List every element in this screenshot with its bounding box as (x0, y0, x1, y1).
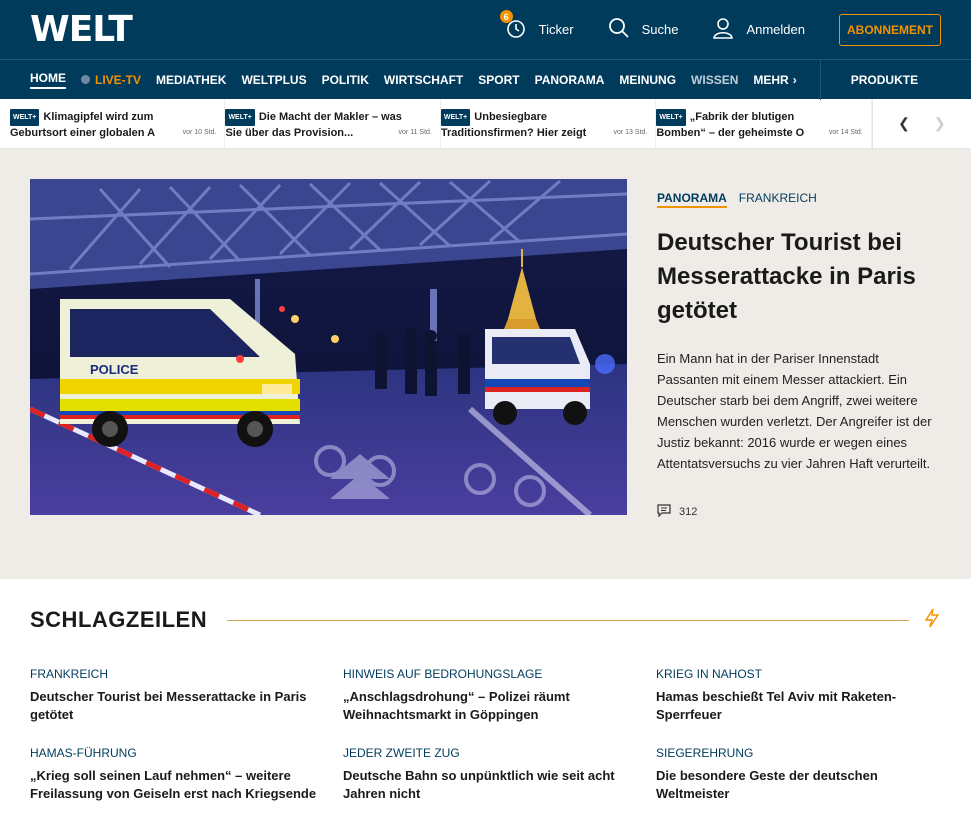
search-label: Suche (641, 22, 679, 37)
login-label: Anmelden (746, 22, 805, 37)
comments-link[interactable] (657, 504, 941, 520)
teaser-line-1 (10, 109, 216, 126)
hero-headline[interactable]: Deutscher Tourist bei Messerattacke in Paris getötet (657, 229, 916, 324)
teaser-item[interactable] (10, 99, 225, 148)
search-icon (608, 17, 642, 42)
welt-plus-badge: WELT+ (441, 109, 470, 126)
headline-card[interactable] (656, 667, 940, 724)
welt-plus-badge: WELT+ (10, 109, 39, 126)
teaser-time: vor 11 Std. (395, 125, 432, 140)
headline-title[interactable]: Hamas beschießt Tel Aviv mit Raketen-Sperrfeuer (656, 689, 897, 722)
kicker-frankreich[interactable]: FRANKREICH (738, 191, 817, 205)
hero-kicker (657, 191, 941, 208)
schlagzeilen-header (30, 607, 941, 633)
teaser-line-1 (656, 109, 862, 126)
teaser-title-2: Bomben“ – der geheimste O (656, 127, 805, 139)
headline-title[interactable]: „Krieg soll seinen Lauf nehmen“ – weitere Freilassung von Geiseln erst nach Kriegsende (30, 768, 317, 801)
nav-live-tv-label: LIVE-TV (95, 72, 142, 87)
ticker-button[interactable] (503, 11, 574, 42)
teaser-title-2: Traditionsfirmen? Hier zeigt (440, 127, 587, 139)
ticker-label: Ticker (538, 22, 574, 37)
headline-kicker[interactable]: SIEGEREHRUNG (656, 746, 754, 760)
teaser-title-1: Klimagipfel wird zum (43, 111, 154, 123)
welt-logo[interactable]: WELT (30, 9, 132, 50)
nav-wirtschaft[interactable]: WIRTSCHAFT (383, 72, 464, 87)
chevron-right-icon: › (792, 72, 797, 87)
nav-produkte[interactable]: PRODUKTE (850, 72, 919, 87)
nav-sport[interactable]: SPORT (478, 72, 520, 87)
police-van-text: POLICE (90, 362, 139, 377)
nav-politik[interactable]: POLITIK (321, 72, 369, 87)
teaser-item[interactable] (656, 99, 871, 148)
headline-kicker[interactable]: KRIEG IN NAHOST (656, 667, 763, 681)
arrow-right-icon[interactable]: ❯ (933, 115, 946, 131)
hero-lead-text: Ein Mann hat in der Pariser Innenstadt Passanten mit einem Messer attackiert. Ein Deutscher starb bei dem Angriff, zwei weitere Menschen wurden verletzt. Der Angreifer ist der Justiz bekannt: 2016 wurde er wegen eines Attentatsversuchs zu vier Jahren Haft verurteilt. (657, 351, 932, 471)
kicker-panorama[interactable]: PANORAMA (657, 191, 727, 208)
header-actions (471, 11, 941, 46)
headline-card[interactable] (30, 746, 343, 803)
teaser-time: vor 14 Std. (825, 125, 863, 140)
hero-text (657, 179, 941, 579)
search-button[interactable] (608, 17, 679, 42)
nav-mehr[interactable] (753, 73, 796, 87)
live-dot-icon (81, 75, 90, 84)
main-navigation (0, 59, 971, 99)
teaser-navigation (872, 99, 971, 148)
teaser-title-2: Geburtsort einer globalen A (10, 127, 156, 139)
teaser-title-1: Unbesiegbare (474, 111, 548, 123)
headline-card[interactable] (343, 746, 656, 803)
ticker-count-badge: 6 (500, 10, 513, 23)
teaser-item[interactable] (225, 99, 440, 148)
comment-icon (657, 504, 679, 520)
top-header (0, 0, 971, 59)
teaser-title-1: Die Macht der Makler – was (258, 111, 402, 123)
teaser-title-2: Sie über das Provision... (225, 127, 354, 139)
lightning-icon (923, 608, 941, 633)
teaser-item[interactable] (441, 99, 656, 148)
teaser-time: vor 10 Std. (179, 125, 217, 140)
teaser-strip (0, 99, 971, 149)
headline-kicker[interactable]: HAMAS-FÜHRUNG (30, 746, 137, 760)
headline-card[interactable] (343, 667, 656, 724)
nav-meinung[interactable]: MEINUNG (619, 72, 677, 87)
police-scene-illustration (30, 179, 627, 515)
nav-wissen[interactable]: WISSEN (691, 72, 739, 87)
user-icon (712, 17, 746, 42)
section-title: SCHLAGZEILEN (30, 607, 208, 632)
headline-title[interactable]: „Anschlagsdrohung“ – Polizei räumt Weihnachtsmarkt in Göppingen (343, 689, 570, 722)
headline-title[interactable]: Die besondere Geste der deutschen Weltmeister (656, 768, 878, 801)
teaser-time: vor 13 Std. (609, 125, 647, 140)
headline-card[interactable] (30, 667, 343, 724)
section-divider (227, 620, 909, 621)
hero-section (0, 149, 971, 579)
schlagzeilen-section (0, 579, 971, 803)
login-button[interactable] (712, 17, 805, 42)
hero-image[interactable] (30, 179, 627, 515)
nav-divider (820, 60, 821, 100)
headline-kicker[interactable]: FRANKREICH (30, 667, 109, 681)
ticker-clock-icon (503, 11, 539, 42)
nav-weltplus[interactable]: WELTPLUS (241, 72, 307, 87)
welt-plus-badge: WELT+ (656, 109, 685, 126)
comment-count: 312 (679, 506, 698, 518)
nav-panorama[interactable]: PANORAMA (534, 72, 605, 87)
nav-mehr-label: MEHR (753, 72, 789, 87)
headline-kicker[interactable]: HINWEIS AUF BEDROHUNGSLAGE (343, 667, 543, 681)
welt-plus-badge: WELT+ (225, 109, 254, 126)
headline-title[interactable]: Deutscher Tourist bei Messerattacke in Paris getötet (30, 689, 307, 722)
nav-mediathek[interactable]: MEDIATHEK (156, 72, 227, 87)
headline-kicker[interactable]: JEDER ZWEITE ZUG (343, 746, 460, 760)
teaser-title-1: „Fabrik der blutigen (689, 111, 795, 123)
headline-grid (30, 667, 941, 803)
nav-live-tv[interactable] (81, 73, 141, 87)
arrow-left-icon[interactable]: ❮ (898, 115, 910, 131)
headline-title[interactable]: Deutsche Bahn so unpünktlich wie seit acht Jahren nicht (343, 768, 615, 801)
teaser-line-1 (225, 109, 431, 126)
teaser-line-1 (441, 109, 647, 126)
nav-home[interactable]: HOME (30, 71, 66, 89)
abonnement-button[interactable]: ABONNEMENT (839, 14, 941, 46)
headline-card[interactable] (656, 746, 940, 803)
